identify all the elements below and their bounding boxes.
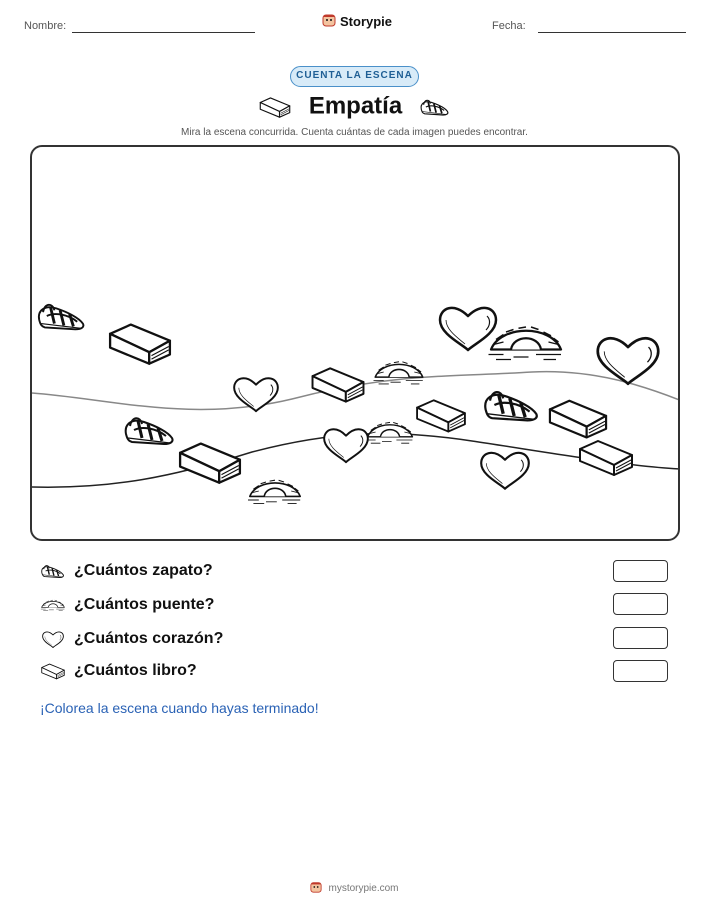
heart-5	[481, 453, 529, 489]
question-text: ¿Cuántos libro?	[74, 662, 197, 679]
coloring-instruction: ¡Colorea la escena cuando hayas terminado!	[40, 700, 319, 716]
answer-box-bridge[interactable]	[613, 593, 668, 615]
book-icon	[258, 95, 292, 119]
book-2	[313, 368, 364, 401]
book-3	[417, 400, 465, 431]
date-field-line[interactable]	[538, 32, 686, 33]
scene-frame	[30, 145, 680, 541]
heart-icon	[40, 629, 66, 649]
question-shoe	[40, 562, 213, 580]
storypie-mascot-icon	[322, 13, 336, 30]
sandal-icon	[40, 562, 66, 580]
name-label: Nombre:	[24, 20, 67, 32]
sandal-2	[126, 418, 173, 444]
book-icon	[40, 662, 66, 680]
answer-box-book[interactable]	[613, 660, 668, 682]
bridge-4	[248, 480, 300, 503]
answer-box-shoe[interactable]	[613, 560, 668, 582]
answer-box-heart[interactable]	[613, 627, 668, 649]
bridge-1	[489, 327, 562, 360]
bridge-2	[374, 362, 423, 384]
footer	[0, 881, 709, 896]
sandal-1	[39, 305, 83, 329]
question-bridge	[40, 596, 214, 614]
book-6	[180, 444, 240, 483]
question-book	[40, 662, 197, 680]
book-4	[550, 401, 606, 438]
heart-4	[324, 429, 368, 462]
book-5	[580, 441, 632, 475]
question-heart	[40, 629, 223, 649]
date-label: Fecha:	[492, 20, 526, 32]
page-title	[0, 92, 709, 121]
brand-name: Storypie	[340, 14, 393, 29]
heart-3	[234, 378, 278, 411]
storypie-mascot-icon	[310, 881, 322, 896]
sandal-icon	[419, 96, 451, 118]
title-text: Empatía	[308, 92, 403, 120]
name-field-line[interactable]	[72, 32, 255, 33]
sandal-3	[485, 392, 537, 420]
activity-badge: CUENTA LA ESCENA	[290, 66, 419, 87]
bridge-icon	[40, 596, 66, 614]
question-text: ¿Cuántos zapato?	[74, 562, 213, 579]
bridge-3	[366, 422, 412, 443]
question-text: ¿Cuántos puente?	[74, 596, 215, 613]
question-text: ¿Cuántos corazón?	[74, 630, 224, 647]
book-1	[110, 325, 170, 364]
heart-2	[598, 338, 658, 383]
heart-1	[440, 308, 496, 350]
brand-logo	[322, 13, 392, 30]
instructions: Mira la escena concurrida. Cuenta cuántas de cada imagen puedes encontrar.	[181, 127, 528, 138]
footer-url[interactable]: mystorypie.com	[328, 883, 399, 894]
